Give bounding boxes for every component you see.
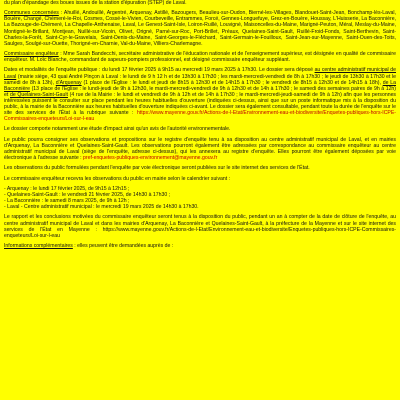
impact-text: Le dossier comporte notamment une étude d'impact ainsi qu'un avis de l'autorité environnementale. [4, 126, 231, 133]
paragraph-electronic-observations [4, 165, 396, 171]
paragraph-intro-line [4, 0, 396, 6]
rapport-text: Le rapport et les conclusions motivées du commissaire enquêteur seront tenus à la disposition du public, pendant un an à compter de la date de clôture de l'enquête, au centre administratif municipal de Laval et dans les mairies d'Arquenay, La Baconnière et Quelaines-Saint-Gault, à la préfecture de la Mayenne et sur le site internet des services de l'État en Mayenne : https://www.mayenne.gouv.fr/Actions-de-l-Etat/Environnement-eau-et-biodiversite/Enquetes-publiques-hors-ICPE-Commissaires-enqueteurs/Loi-sur-l-eau [4, 214, 396, 239]
info-text: : elles peuvent être demandées auprès de : [72, 242, 174, 249]
list-item: - Arquenay : le lundi 17 février 2025, de 9h15 à 12h15 ; [4, 185, 130, 192]
public-notice-document [4, 0, 396, 253]
dates-arquenay: d'Arquenay [55, 79, 82, 86]
paragraph-impact [4, 126, 396, 132]
intro-line-text: du plan d'épandage des boues issues de la station d'épuration (STEP) de Laval. [4, 0, 187, 6]
paragraph-dates-modalites [4, 67, 396, 122]
public-text: Le public pourra consigner ses observations et propositions sur le registre d'enquête tenu à sa disposition au centre administratif municipal de Laval, et en mairies d'Arquenay, La Baconnière et Quelaines-Saint-Gault. Les observations pourront également être adressées par correspondance au commissaire enquêteur au centre administratif municipal de Laval (siège de l'enquête, adresse ci-dessus), qui les annexera au registre d'enquête. Elles pourront être également déposées par voie électronique à l'adresse suivante : [4, 136, 396, 161]
list-item: - Laval - Centre administratif municipal : le mercredi 19 mars 2025 de 14h30 à 17h30. [4, 204, 199, 211]
paragraph-public-observations [4, 137, 396, 161]
dates-quelaines: de Quelaines-Saint-Gault [9, 91, 68, 98]
dates-text-3: (1 place de l'Église : le lundi et jeudi de 8h15 à 12h30 et de 14h15 à 17h30 ; le vendredi de 8h15 à 12h30 et de 14h15 à 18h), [81, 79, 383, 86]
dates-text-5: (4 rue de la Mairie : le lundi et vendredi de 9h à 12h et de 14h à 17h30 ; le mardi-mercredi-jeudi-samedi de 9h à 12h) afin que les personnes intéressées puissent le consulter sur place pendant les heures habituelles d'ouverture (indiquées ci-dessus, ainsi que sur un poste informatique mis à la disposition du public, à la mairie de la Baconnière aux heures habituelles d'ouverture indiquées ci-avant. Le dossier sera également consultable, pendant toute la durée de l'enquête sur le site des services de l'État à la rubrique suivante : [4, 91, 397, 117]
list-item: - La Baconnière : le samedi 8 mars 2025, de 9h à 12h ; [4, 198, 130, 205]
reception-schedule-list [4, 186, 396, 210]
paragraph-reception [4, 176, 396, 182]
communes-label: Communes concernées [4, 10, 59, 17]
paragraph-info [4, 243, 396, 249]
commissaire-text: : Mme Sarah Bandecchi, secrétaire administrative de l'éducation nationale et de l'enseignement supérieur, est désignée en qualité de commissaire enquêteur. M. Loïc Blanche, commandant de sapeurs-pompiers professionnel, est désigné commissaire enquêteur suppléant. [4, 51, 396, 64]
dossier-url-link[interactable]: https://www.mayenne.gouv.fr/Actions-de-l-Etat/Environnement-eau-et-biodiversite/Enquetes-publiques-hors-ICPE-Commissaires-enqueteurs/Loi-sur-l-eau [4, 110, 396, 123]
dates-text-1: Dates et modalités de l'enquête publique : du lundi 17 février 2025 à 9h15 au mercredi 19 mars 2025 à 17h30. Le dossier sera déposé [4, 67, 315, 74]
dates-siege-link: au centre administratif municipal de Laval [4, 67, 396, 80]
dates-text-2: (mairie siège, 43 quai André Pinçon à Laval : le lundi de 9 h 12 h et de 13h30 à 17h30 ; les mardi-mercredi-vendredi de 8h à 17h30 ; le jeudi de 13h30 à 17h30 et le samedi de 8h à 13h), [4, 73, 396, 86]
list-item: - Quelaines-Saint-Gault : le vendredi 21 février 2025, de 14h30 à 17h30 ; [4, 191, 171, 198]
info-label: Informations complémentaires [4, 242, 73, 249]
public-email-link[interactable]: pref-enquetes-publiques-environnement@mayenne.gouv.fr [83, 155, 218, 161]
dates-baconniere: de La Baconnière [4, 79, 396, 92]
paragraph-commissaire [4, 51, 396, 63]
paragraph-rapport [4, 214, 396, 238]
observations-text: Les observations du public formulées pendant l'enquête par voie électronique seront publiées sur le site internet des services de l'État. [4, 165, 310, 172]
reception-text: Le commissaire enquêteur recevra les observations du public en mairie selon le calendrier suivant : [4, 175, 231, 182]
dates-text-4: (13 place de l'Église : le lundi-jeudi de 9h à 12h30, le mardi-mercredi-vendredi de 9h à 12h30 et de 14h à 17h30 ; le samedi des semaines paires de 9h à 12h) et [4, 85, 396, 98]
paragraph-communes [4, 10, 396, 47]
commissaire-label: Commissaire enquêteur [4, 51, 59, 58]
communes-list-text: : Ahuillé, Andouillé, Argentré, Arquenay, Astillé, Bazougers, Beaulieu-sur-Oudon, Bierné-les-Villages, Blandouet-Saint-Jean, Bonchamp-lès-Laval, Bouère, Changé, Chémeré-le-Roi, Cosmes, Cossé-le-Vivien, Courbeveille, Entrammes, Forcé, Gennes-Longuefuye, Grez-en-Bouère, Houssay, L'Huisserie, La Baconnière, La Bazouge-de-Chémeré, La Chapelle-Anthenaise, Laval, Le Genest-Saint-Isle, Loiron-Ruillé, Louvigné, Maisoncelles-du-Maine, Marigné-Peuton, Méral, Meslay-du-Maine, Montigné-le-Brillant, Montjean, Nuillé-sur-Vicoin, Olivet, Origné, Parné-sur-Roc, Port-Brillet, Préaux, Quelaines-Saint-Gault, Ruillé-Froid-Fonds, Saint-Berthevin, Saint-Charles-la-Forêt, Saint-Cyr-le-Gravelais, Saint-Denis-du-Maine, Saint-Georges-le-Fléchard, Saint-Germain-le-Fouilloux, Saint-Jean-sur-Mayenne, Saint-Ouen-des-Toits, Saulges, Soulgé-sur-Ouette, Thorigné-en-Charnie, Val-du-Maine, Villiers-Charlemagne. [4, 10, 396, 47]
